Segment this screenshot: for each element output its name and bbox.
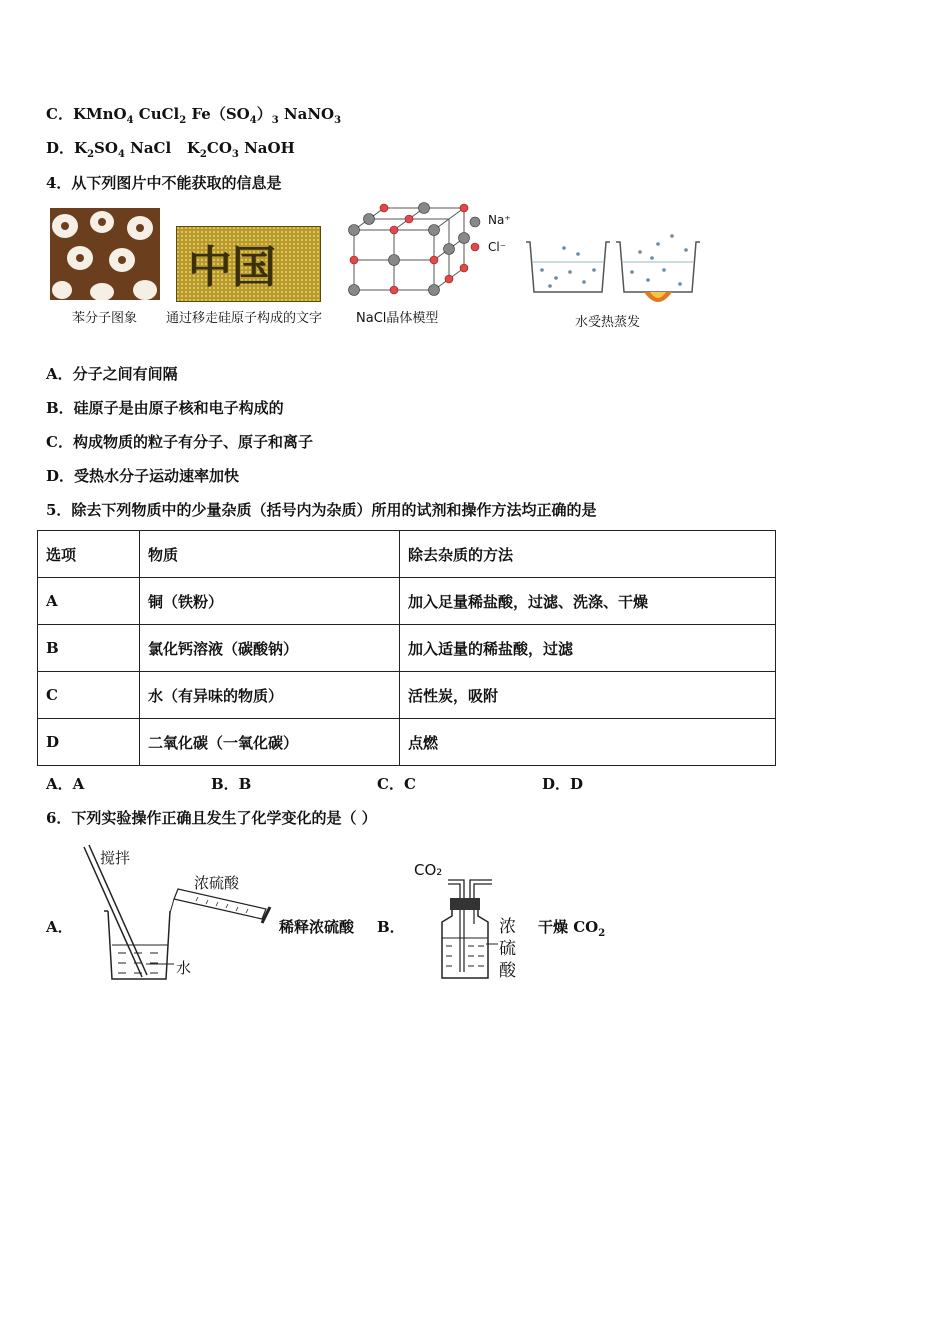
table-cell: 二氧化碳（一氧化碳）: [140, 719, 400, 766]
label-liu: 硫: [499, 939, 516, 959]
q4-stem: 4．从下列图片中不能获取的信息是: [46, 174, 282, 192]
legend-na: Na⁺: [488, 213, 511, 227]
table-cell: 加入适量的稀盐酸，过滤: [400, 625, 776, 672]
q5-answer-a: A．A: [46, 775, 85, 793]
q6-option-b-desc: 干燥 $CO_2$: [538, 918, 606, 939]
table-cell: 活性炭，吸附: [400, 672, 776, 719]
silicon-atoms-image: [176, 226, 321, 302]
q4-option-b: B．硅原子是由原子核和电子构成的: [46, 399, 284, 417]
legend-cl: Cl⁻: [488, 240, 507, 254]
table-cell: C: [38, 672, 140, 719]
caption-water: 水受热蒸发: [575, 315, 641, 330]
table-cell: 氯化钙溶液（碳酸钠）: [140, 625, 400, 672]
benzene-image: [50, 208, 160, 300]
label-nong: 浓: [499, 917, 516, 937]
table-cell: 水（有异味的物质）: [140, 672, 400, 719]
table-row: [38, 578, 776, 625]
q5-answer-b: B．B: [211, 775, 252, 793]
silicon-text: 中国: [188, 242, 276, 293]
header-cell: 物质: [140, 531, 400, 578]
q6-option-a-desc: 稀释浓硫酸: [279, 918, 355, 936]
q5-answer-c: C．C: [377, 775, 416, 793]
q4-option-a: A．分子之间有间隔: [46, 365, 178, 383]
q4-option-d: D．受热水分子运动速率加快: [46, 467, 240, 485]
table-cell: 点燃: [400, 719, 776, 766]
q5-answer-d: D．D: [542, 775, 584, 793]
q3-option-c: C．KMnO$_4$ CuCl$_2$ $Fe(SO_4)_3$ NaNO$_3$: [46, 105, 342, 126]
table-cell: 铜（铁粉）: [140, 578, 400, 625]
label-stir: 搅拌: [100, 849, 131, 867]
table-row: [38, 625, 776, 672]
table-cell: A: [38, 578, 140, 625]
label-conc-acid: 浓硫酸: [194, 874, 240, 892]
table-row: [38, 719, 776, 766]
q6-option-b-label: B．: [377, 918, 405, 936]
table-row: [38, 672, 776, 719]
water-evaporation-image: [520, 230, 706, 312]
label-suan: 酸: [499, 961, 516, 981]
caption-benzene: 苯分子图象: [72, 311, 138, 326]
label-water: 水: [176, 959, 192, 977]
q6-option-a-label: A．: [46, 918, 73, 936]
table-header-row: [38, 531, 776, 578]
gas-washing-bottle-diagram: [430, 876, 500, 982]
header-cell: 选项: [38, 531, 140, 578]
q6-stem: 6．下列实验操作正确且发生了化学变化的是（ ）: [46, 809, 377, 827]
q5-stem: 5．除去下列物质中的少量杂质（括号内为杂质）所用的试剂和操作方法均正确的是: [46, 501, 597, 519]
table-cell: 加入足量稀盐酸，过滤、洗涤、干燥: [400, 578, 776, 625]
q4-option-c: C．构成物质的粒子有分子、原子和离子: [46, 433, 313, 451]
q5-table: [37, 530, 776, 766]
header-cell: 除去杂质的方法: [400, 531, 776, 578]
nacl-legend-icons: [468, 212, 484, 256]
caption-silicon: 通过移走硅原子构成的文字: [166, 311, 323, 326]
label-co2: CO₂: [414, 861, 443, 879]
caption-nacl: NaCl晶体模型: [356, 311, 439, 326]
q3-option-d: D．$K_2SO_4$ NaCl $K_2CO_3$ NaOH: [46, 139, 295, 160]
table-cell: B: [38, 625, 140, 672]
table-cell: D: [38, 719, 140, 766]
nacl-crystal-model: [346, 200, 476, 305]
